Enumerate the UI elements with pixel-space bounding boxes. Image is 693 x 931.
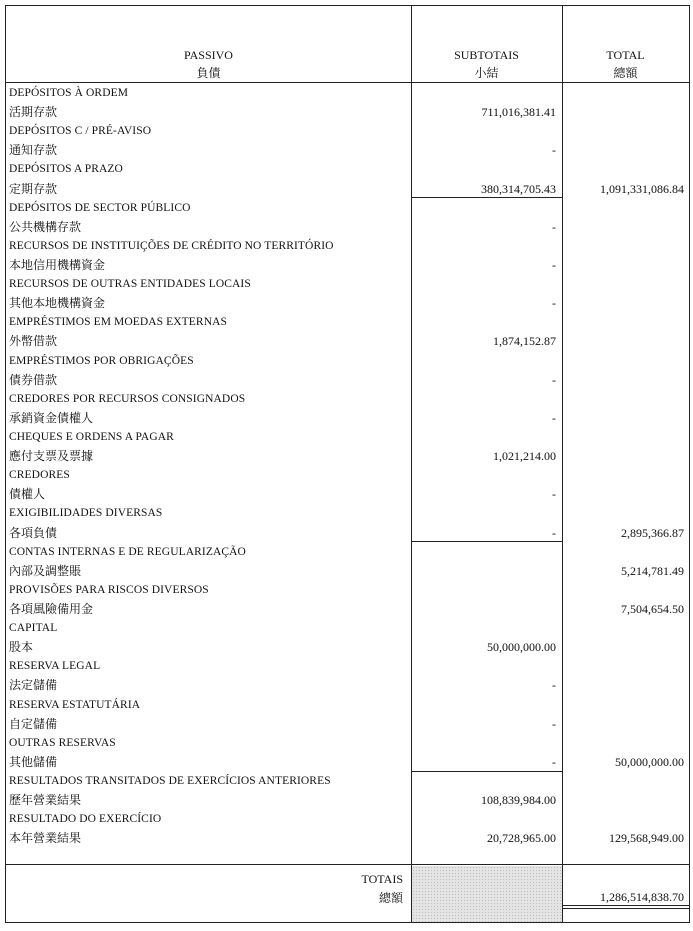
row-label-zh: 自定儲備	[9, 716, 58, 731]
table-row	[6, 428, 689, 447]
row-subtotal-value: 1,874,152.87	[493, 334, 556, 349]
table-row	[6, 715, 689, 734]
row-label-zh: 承銷資金債權人	[9, 410, 94, 425]
subtotal-rule	[411, 541, 562, 542]
table-row	[6, 84, 689, 103]
row-label-zh: 債券借款	[9, 372, 58, 387]
row-label-pt: CAPITAL	[9, 622, 58, 635]
table-row	[6, 122, 689, 141]
header-subtotais-zh: 小結	[474, 66, 499, 80]
row-label-zh: 歷年營業結果	[9, 793, 82, 808]
table-row	[6, 447, 689, 466]
row-subtotal-value: -	[552, 716, 556, 731]
row-subtotal-value: -	[552, 525, 556, 540]
table-row	[6, 313, 689, 332]
row-subtotal-value: 20,728,965.00	[487, 831, 556, 846]
table-row	[6, 160, 689, 179]
row-subtotal-value: 50,000,000.00	[487, 640, 556, 655]
table-row	[6, 562, 689, 581]
row-subtotal-value: -	[552, 372, 556, 387]
row-subtotal-value: -	[552, 678, 556, 693]
table-body	[6, 84, 689, 848]
row-label-pt: DEPÓSITOS A PRAZO	[9, 163, 123, 176]
row-label-pt: DEPÓSITOS C / PRÉ-AVISO	[9, 125, 152, 138]
row-total-value: 7,504,654.50	[621, 601, 684, 616]
row-total-value: 2,895,366.87	[621, 525, 684, 540]
table-row	[6, 810, 689, 829]
totals-label-zh: 總額	[378, 891, 403, 905]
table-row	[6, 504, 689, 523]
table-row	[6, 199, 689, 218]
row-subtotal-value: -	[552, 410, 556, 425]
row-label-zh: 應付支票及票據	[9, 449, 94, 464]
row-label-pt: RESERVA LEGAL	[9, 660, 101, 673]
table-row	[6, 676, 689, 695]
row-label-pt: DEPÓSITOS DE SECTOR PÚBLICO	[9, 201, 191, 214]
header-passivo	[6, 46, 411, 82]
row-subtotal-value: 1,021,214.00	[493, 449, 556, 464]
row-label-pt: CREDORES	[9, 469, 70, 482]
table-row	[6, 829, 689, 848]
totals-label	[6, 870, 403, 908]
row-subtotal-value: -	[552, 487, 556, 502]
row-label-pt: EMPRÉSTIMOS POR OBRIGAÇÕES	[9, 354, 194, 367]
table-row	[6, 791, 689, 810]
table-row	[6, 237, 689, 256]
totals-double-rule	[562, 908, 689, 909]
row-label-zh: 內部及調整賬	[9, 563, 82, 578]
header-subtotais	[411, 46, 562, 82]
table-row	[6, 332, 689, 351]
row-total-value: 5,214,781.49	[621, 563, 684, 578]
row-label-zh: 公共機構存款	[9, 219, 82, 234]
row-label-pt: CHEQUES E ORDENS A PAGAR	[9, 430, 174, 443]
table-row	[6, 696, 689, 715]
row-label-zh: 各項負債	[9, 525, 58, 540]
table-row	[6, 180, 689, 199]
header-rule	[6, 82, 689, 83]
row-total-value: 129,568,949.00	[609, 831, 684, 846]
table-row	[6, 543, 689, 562]
table-row	[6, 141, 689, 160]
header-subtotais-pt: SUBTOTAIS	[454, 48, 519, 62]
totals-label-pt: TOTAIS	[361, 872, 403, 886]
row-label-zh: 活期存款	[9, 105, 58, 120]
table-row	[6, 390, 689, 409]
row-label-zh: 其他本地機構資金	[9, 296, 106, 311]
row-label-pt: DEPÓSITOS À ORDEM	[9, 87, 129, 99]
table-row	[6, 275, 689, 294]
row-subtotal-value: -	[552, 754, 556, 769]
row-subtotal-value: 711,016,381.41	[481, 105, 556, 120]
table-row	[6, 581, 689, 600]
row-label-pt: PROVISÕES PARA RISCOS DIVERSOS	[9, 583, 209, 596]
balance-sheet-table	[5, 5, 690, 923]
table-row	[6, 218, 689, 237]
row-label-zh: 法定儲備	[9, 678, 58, 693]
row-label-zh: 股本	[9, 640, 34, 655]
row-label-zh: 本年營業結果	[9, 831, 82, 846]
row-label-zh: 通知存款	[9, 143, 58, 158]
row-label-pt: RECURSOS DE OUTRAS ENTIDADES LOCAIS	[9, 278, 251, 291]
row-subtotal-value: -	[552, 257, 556, 272]
row-total-value: 1,091,331,086.84	[600, 181, 684, 196]
table-row	[6, 103, 689, 122]
row-label-zh: 外幣借款	[9, 334, 58, 349]
table-row	[6, 352, 689, 371]
table-row	[6, 524, 689, 543]
row-label-pt: EXIGIBILIDADES DIVERSAS	[9, 507, 163, 520]
table-row	[6, 371, 689, 390]
row-subtotal-value: 108,839,984.00	[481, 793, 556, 808]
totals-double-rule	[562, 905, 689, 906]
table-row	[6, 657, 689, 676]
totals-rule	[6, 864, 689, 865]
table-row	[6, 466, 689, 485]
row-subtotal-value: 380,314,705.43	[481, 181, 556, 196]
row-label-pt: RECURSOS DE INSTITUIÇÕES DE CRÉDITO NO TERRITÓRIO	[9, 239, 334, 252]
row-subtotal-value: -	[552, 219, 556, 234]
row-label-pt: RESERVA ESTATUTÁRIA	[9, 698, 141, 711]
subtotal-rule	[411, 771, 562, 772]
table-row	[6, 485, 689, 504]
subtotal-rule	[411, 197, 562, 198]
table-row	[6, 734, 689, 753]
row-subtotal-value: -	[552, 296, 556, 311]
table-row	[6, 256, 689, 275]
row-label-pt: RESULTADO DO EXERCÍCIO	[9, 813, 162, 826]
totals-shaded-cell	[412, 866, 562, 922]
row-total-value: 50,000,000.00	[615, 754, 684, 769]
row-label-zh: 定期存款	[9, 181, 58, 196]
row-label-zh: 債權人	[9, 487, 46, 502]
header-passivo-zh: 負債	[196, 66, 221, 80]
row-label-zh: 本地信用機構資金	[9, 257, 106, 272]
header-passivo-pt: PASSIVO	[184, 48, 233, 62]
row-label-zh: 各項風險備用金	[9, 601, 94, 616]
table-row	[6, 753, 689, 772]
table-row	[6, 638, 689, 657]
table-row	[6, 619, 689, 638]
table-row	[6, 600, 689, 619]
table-row	[6, 772, 689, 791]
row-subtotal-value: -	[552, 143, 556, 158]
header-total-pt: TOTAL	[606, 48, 645, 62]
totals-value: 1,286,514,838.70	[600, 890, 684, 904]
row-label-pt: OUTRAS RESERVAS	[9, 736, 116, 749]
row-label-pt: RESULTADOS TRANSITADOS DE EXERCÍCIOS ANTERIORES	[9, 774, 331, 787]
header-total-zh: 總額	[613, 66, 638, 80]
row-label-pt: CREDORES POR RECURSOS CONSIGNADOS	[9, 392, 246, 405]
header-total	[562, 46, 689, 82]
row-label-zh: 其他儲備	[9, 754, 58, 769]
table-row	[6, 409, 689, 428]
row-label-pt: CONTAS INTERNAS E DE REGULARIZAÇÃO	[9, 545, 246, 558]
table-row	[6, 294, 689, 313]
row-label-pt: EMPRÉSTIMOS EM MOEDAS EXTERNAS	[9, 316, 228, 329]
